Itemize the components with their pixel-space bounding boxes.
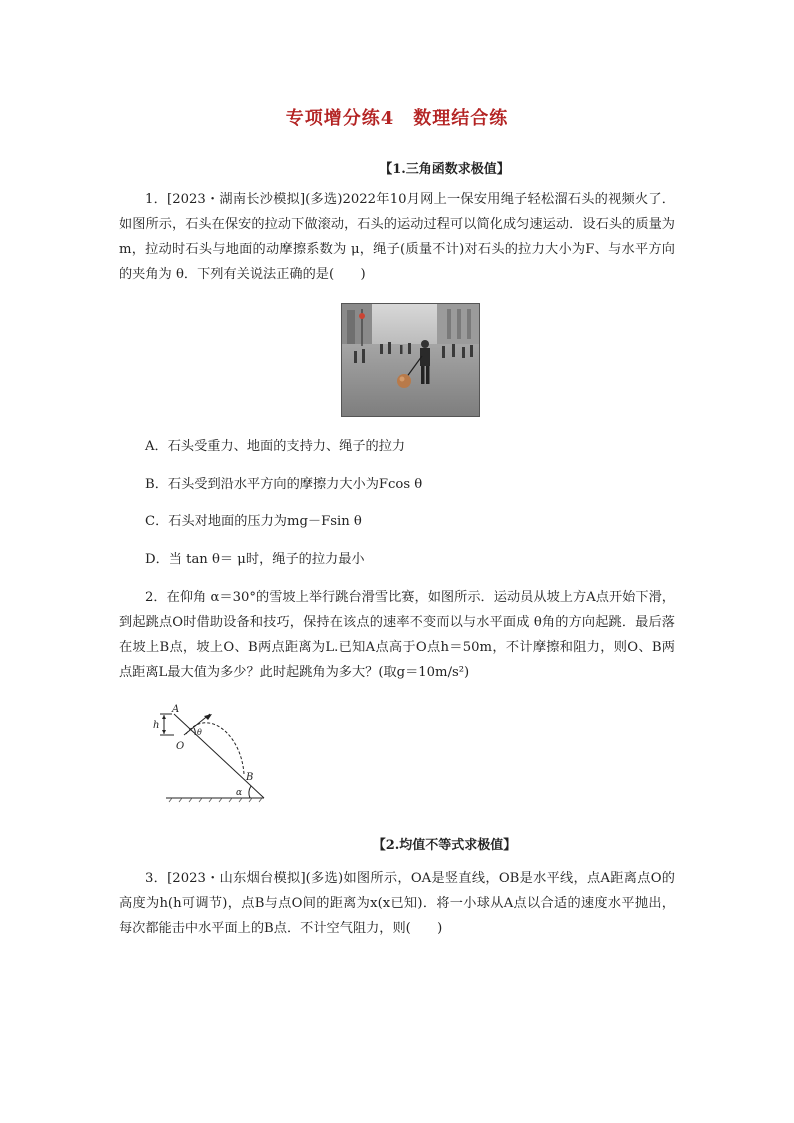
street-scene-image: [342, 304, 480, 417]
section-heading-trig: 【1.三角函数求极值】: [379, 162, 510, 177]
page-title: 专项增分练4 数理结合练: [285, 108, 509, 129]
label-angle-alpha: α: [236, 788, 243, 798]
option-b: B．石头受到沿水平方向的摩擦力大小为Fcos θ: [145, 477, 423, 492]
label-point-o: O: [176, 741, 185, 752]
label-height-h: h: [153, 720, 160, 731]
slope-figure: [153, 702, 270, 804]
question-3-text: 3．[2023・山东烟台模拟](多选)如图所示，OA是竖直线，OB是水平线，点A距离点O的高度为h(h可调节)，点B与点O间的距离为x(x已知)．将一小球从A点以合适的速度水平抛出，每次都能击中水平面上的B点．不计空气阻力，则( ): [119, 871, 675, 936]
label-angle-theta: θ: [197, 728, 202, 737]
ski-slope-diagram: [153, 702, 270, 804]
question-2-text: 2．在仰角 α＝30°的雪坡上举行跳台滑雪比赛，如图所示．运动员从坡上方A点开始下滑，到起跳点O时借助设备和技巧，保持在该点的速率不变而以与水平面成 θ角的方向起跳．最后落在坡上B点，坡上O、B两点距离为L.已知A点高于O点h＝50m，不计摩擦和阻力，则O、B两点距离L最大值为多少？此时起跳角为多大？(取g＝10m/s²): [119, 590, 675, 680]
label-point-a: A: [172, 704, 180, 715]
option-d: D．当 tan θ＝ μ时，绳子的拉力最小: [145, 552, 365, 567]
question-1-text: 1．[2023・湖南长沙模拟](多选)2022年10月网上一保安用绳子轻松溜石头的视频火了．如图所示，石头在保安的拉动下做滚动，石头的运动过程可以简化成匀速运动．设石头的质量为m，拉动时石头与地面的动摩擦系数为 μ，绳子(质量不计)对石头的拉力大小为F、与水平方向的夹角为 θ．下列有关说法正确的是( ): [119, 192, 675, 282]
option-a: A．石头受重力、地面的支持力、绳子的拉力: [145, 439, 406, 454]
option-c: C．石头对地面的压力为mg－Fsin θ: [145, 514, 362, 529]
question-1-photo: [341, 303, 480, 417]
section-heading-inequality: 【2.均值不等式求极值】: [372, 838, 517, 853]
label-point-b: B: [246, 772, 254, 783]
